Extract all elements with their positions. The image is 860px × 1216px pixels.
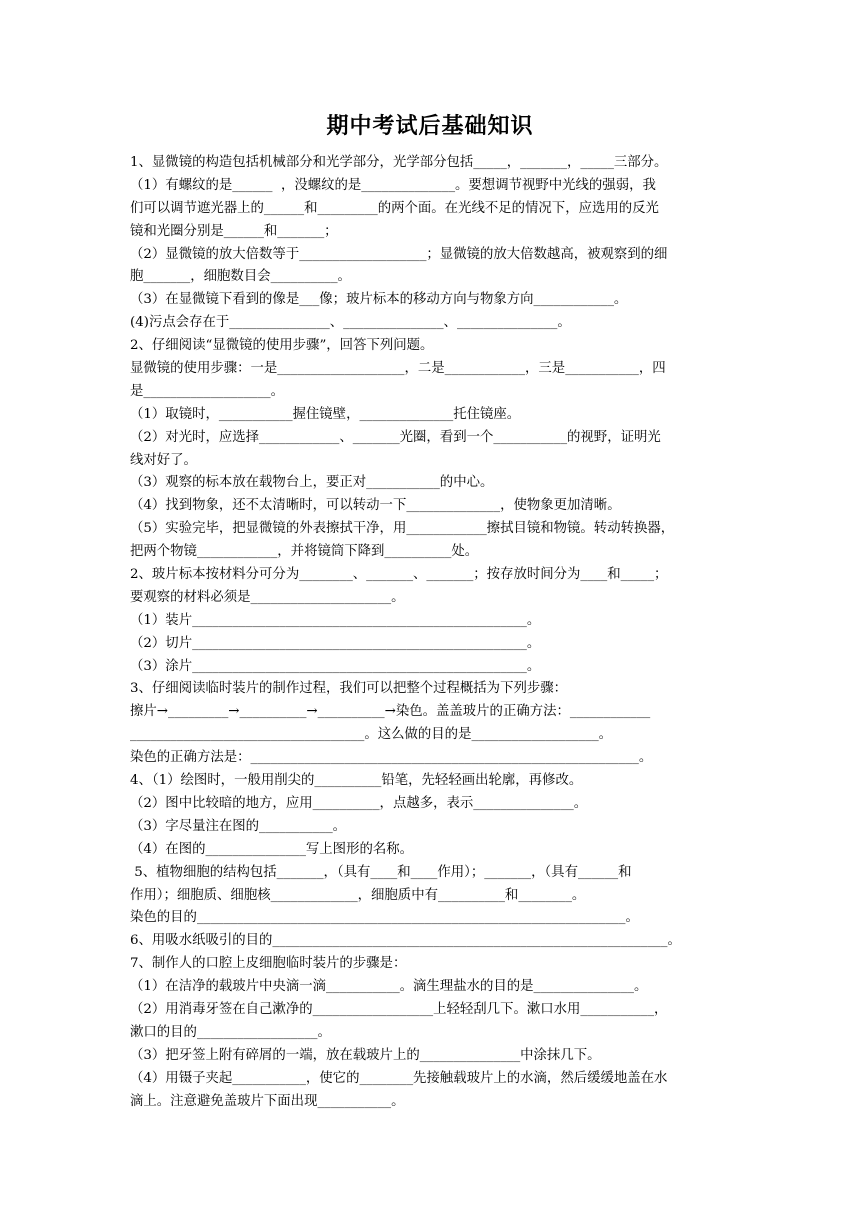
text-line: （2）用消毒牙签在自己漱净的__________________上轻轻刮几下。漱口水用___________， [130,1001,668,1017]
text-line: 把两个物镜____________，并将镜筒下降到__________处。 [130,544,479,560]
text-line: （2）图中比较暗的地方，应用__________，点越多，表示_______________。 [130,795,588,811]
text-line: 5、植物细胞的结构包括_______，（具有____和____作用）；_______，（具有______和 [130,864,632,880]
text-line: （3）涂片__________________________________________________。 [130,658,541,674]
text-line: （4）用镊子夹起___________，使它的________先接触载玻片上的水滴，然后缓缓地盖在水 [130,1070,668,1086]
text-line: (4)污点会存在于_______________、_______________、_______________。 [130,315,571,331]
text-line: 7、制作人的口腔上皮细胞临时装片的步骤是： [130,956,407,972]
text-line: 擦片→_________→__________→__________→染色。盖盖玻片的正确方法：____________ [130,704,651,720]
text-line: （2）对光时，应选择____________、_______光圈，看到一个___________的视野，证明光 [130,429,661,445]
text-line: 们可以调节遮光器上的______和_________的两个面。在光线不足的情况下，应选用的反光 [130,200,659,216]
text-line: 1、显微镜的构造包括机械部分和光学部分，光学部分包括_____，_______，_____三部分。 [130,155,668,170]
text-line: 染色的目的________________________________________________________________。 [130,910,639,926]
text-line: 胞_______，细胞数目会__________。 [130,269,351,285]
text-line: 2、玻片标本按材料分可分为________、_______、_______；按存放时间分为____和_____； [130,567,668,583]
text-line: （4）找到物象，还不太清晰时，可以转动一下______________，使物象更加清晰。 [130,498,621,514]
text-line: 是___________________。 [130,383,284,399]
worksheet-body [130,152,730,1113]
text-line: （3）字尽量注在图的___________。 [130,818,347,834]
text-line: 要观察的材料必须是_____________________。 [130,589,405,605]
text-line: （2）切片__________________________________________________。 [130,635,541,651]
text-line: 2、仔细阅读“显微镜的使用步骤”，回答下列问题。 [130,338,434,354]
text-line: 4、（1）绘图时，一般用削尖的__________铅笔，先轻轻画出轮廓，再修改。 [130,773,583,789]
text-line: 镜和光圈分别是______和_______； [130,223,338,239]
text-line: 滴上。注意避免盖玻片下面出现___________。 [130,1093,405,1109]
text-line: 线对好了。 [130,452,197,468]
text-line: 6、用吸水纸吸引的目的___________________________________________________________。 [130,933,681,949]
page-title: 期中考试后基础知识 [326,114,534,139]
text-line: 3、仔细阅读临时装片的制作过程，我们可以把整个过程概括为下列步骤： [130,681,568,697]
text-line: （5）实验完毕，把显微镜的外表擦拭干净，用____________擦拭目镜和物镜。转动转换器， [130,521,675,537]
text-line: ___________________________________。这么做的目的是___________________。 [130,727,613,743]
text-line: （1）取镜时，___________握住镜壁，______________托住镜座。 [130,406,521,422]
text-line: 显微镜的使用步骤：一是___________________，二是____________，三是___________，四 [130,361,666,377]
text-line: 作用）；细胞质、细胞核_____________，细胞质中有__________和________。 [130,887,586,903]
text-line: （1）装片__________________________________________________。 [130,612,541,628]
text-line: （1）有螺纹的是______ ，没螺纹的是______________。要想调节视野中光线的强弱，我 [130,177,656,193]
text-line: （3）把牙签上附有碎屑的一端，放在载玻片上的_______________中涂抹几下。 [130,1047,601,1063]
text-line: 漱口的目的__________________。 [130,1024,331,1040]
text-line: 染色的正确方法是：__________________________________________________________。 [130,750,653,766]
text-line: （2）显微镜的放大倍数等于___________________；显微镜的放大倍数越高，被观察到的细 [130,246,668,262]
text-line: （3）在显微镜下看到的像是___像；玻片标本的移动方向与物象方向____________。 [130,292,628,308]
text-line: （1）在洁净的载玻片中央滴一滴___________。滴生理盐水的目的是_______________。 [130,979,648,995]
text-line: （3）观察的标本放在载物台上，要正对___________的中心。 [130,475,494,491]
text-line: （4）在图的_______________写上图形的名称。 [130,841,414,857]
